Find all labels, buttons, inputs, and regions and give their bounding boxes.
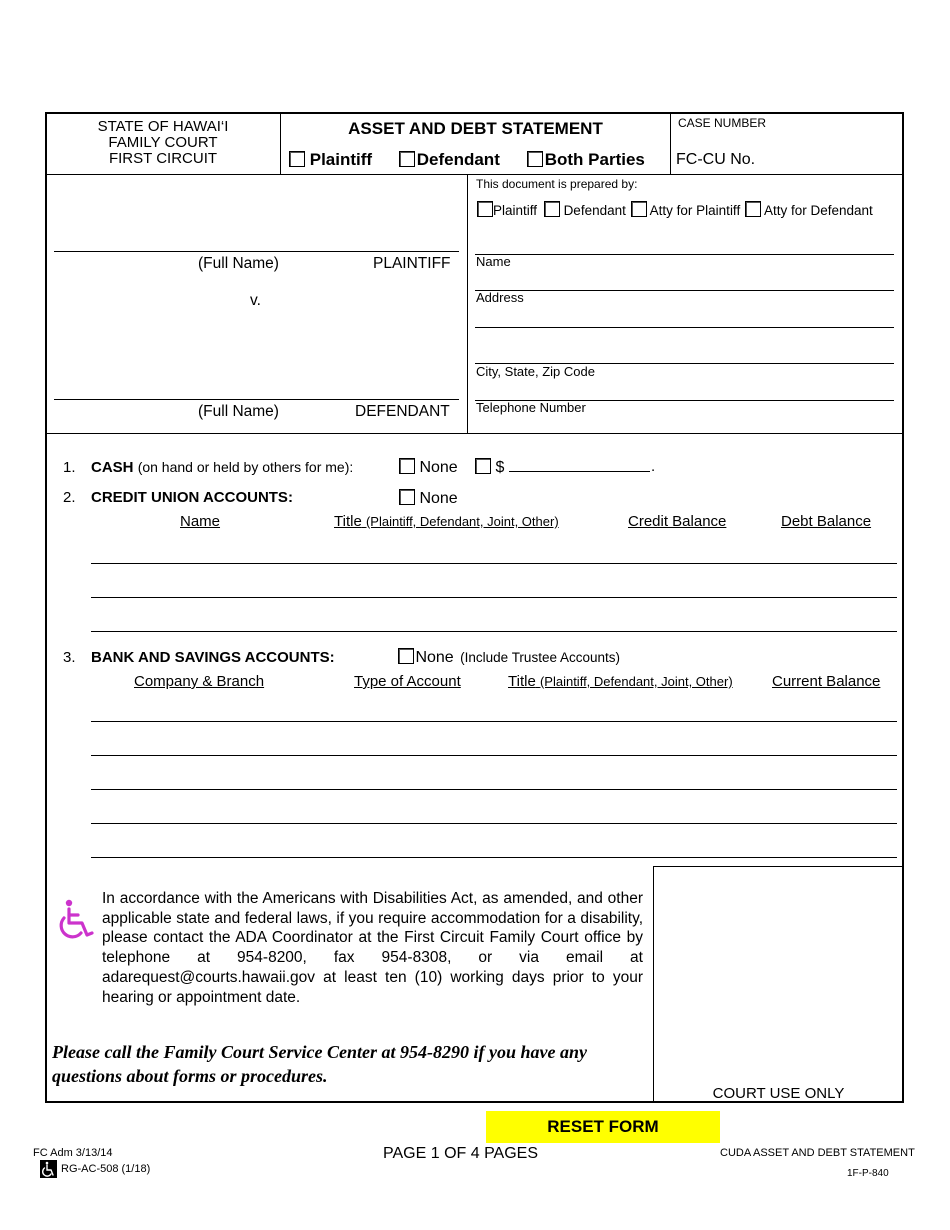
credit-union-col-title [334, 513, 559, 530]
adm-code: FC Adm 3/13/14 [33, 1147, 113, 1159]
party-plaintiff-checkbox[interactable] [289, 151, 305, 167]
preparer-atty-plaintiff-label: Atty for Plaintiff [649, 203, 741, 218]
court-line-circuit: FIRST CIRCUIT [108, 150, 218, 167]
prepared-by-label: This document is prepared by: [476, 177, 638, 191]
cash-none-option[interactable] [399, 458, 458, 477]
defendant-name-field[interactable] [54, 370, 459, 398]
party-both-checkbox[interactable] [527, 151, 543, 167]
cash-amount-field[interactable] [509, 455, 650, 472]
preparer-name-label: Name [476, 254, 511, 269]
header-divider-2 [670, 113, 671, 174]
bank-row-4[interactable] [91, 797, 897, 824]
bank-none-label: None [415, 649, 454, 666]
bank-col-title-label: Title [508, 673, 536, 690]
credit-union-none-option[interactable] [399, 489, 458, 508]
versus-label: v. [250, 292, 261, 309]
credit-union-col-credit: Credit Balance [628, 513, 727, 530]
page-info: PAGE 1 OF 4 PAGES [383, 1145, 539, 1162]
credit-union-none-checkbox[interactable] [399, 489, 415, 505]
section3-number: 3. [63, 649, 76, 666]
preparer-address-field[interactable] [530, 299, 894, 325]
section2-title: CREDIT UNION ACCOUNTS: [91, 489, 293, 506]
cash-period: . [651, 458, 656, 475]
defendant-full-name-label: (Full Name) [198, 403, 279, 420]
caption-divider [467, 175, 468, 433]
party-defendant-option[interactable] [399, 150, 500, 170]
party-defendant-checkbox[interactable] [399, 151, 415, 167]
preparer-options [477, 201, 873, 218]
preparer-atty-defendant-option[interactable] [745, 203, 873, 218]
court-use-box [653, 866, 903, 1102]
preparer-plaintiff-option[interactable] [477, 203, 537, 218]
form-title: ASSET AND DEBT STATEMENT [348, 119, 603, 138]
preparer-line-2 [475, 290, 894, 291]
credit-union-row-2[interactable] [91, 571, 897, 598]
bank-none-option[interactable] [398, 648, 620, 667]
preparer-atty-plaintiff-option[interactable] [631, 203, 741, 218]
credit-union-row-1[interactable] [91, 537, 897, 564]
plaintiff-label: PLAINTIFF [373, 255, 451, 272]
preparer-defendant-label: Defendant [563, 203, 626, 218]
preparer-atty-defendant-checkbox[interactable] [745, 201, 761, 217]
section2-number: 2. [63, 489, 76, 506]
caption-bottom-rule [46, 433, 904, 434]
credit-union-col-title-note: (Plaintiff, Defendant, Joint, Other) [365, 514, 559, 529]
bank-row-5[interactable] [91, 831, 897, 858]
preparer-line-1 [475, 254, 894, 255]
credit-union-col-title-label: Title [334, 513, 362, 530]
preparer-name-field[interactable] [520, 263, 894, 289]
section3-title: BANK AND SAVINGS ACCOUNTS: [91, 649, 335, 666]
bank-row-3[interactable] [91, 763, 897, 790]
bank-row-2[interactable] [91, 729, 897, 756]
preparer-address-label: Address [476, 290, 524, 305]
party-both-option[interactable] [527, 150, 645, 170]
plaintiff-name-line [54, 251, 459, 252]
bank-col-company: Company & Branch [134, 673, 265, 690]
preparer-defendant-checkbox[interactable] [544, 201, 560, 217]
rg-code: RG-AC-508 (1/18) [61, 1163, 151, 1175]
plaintiff-full-name-label: (Full Name) [198, 255, 279, 272]
cash-none-label: None [419, 459, 458, 476]
plaintiff-name-field[interactable] [54, 222, 459, 250]
preparer-plaintiff-checkbox[interactable] [477, 201, 493, 217]
preparer-atty-plaintiff-checkbox[interactable] [631, 201, 647, 217]
section1-subtitle: (on hand or held by others for me): [137, 459, 354, 475]
header-bottom-rule [46, 174, 904, 175]
party-plaintiff-label: Plaintiff [309, 150, 373, 169]
credit-union-row-3[interactable] [91, 605, 897, 632]
credit-union-col-debt: Debt Balance [781, 513, 872, 530]
form-name: CUDA ASSET AND DEBT STATEMENT [720, 1147, 915, 1159]
defendant-label: DEFENDANT [355, 403, 450, 420]
footer-wheelchair-icon [40, 1160, 57, 1178]
cash-none-checkbox[interactable] [399, 458, 415, 474]
case-number-prefix: FC-CU No. [676, 151, 756, 168]
party-both-label: Both Parties [544, 150, 645, 169]
court-line-family: FAMILY COURT [108, 134, 218, 151]
section1-title: CASH [91, 459, 134, 476]
bank-col-type: Type of Account [354, 673, 461, 690]
court-use-only-label: COURT USE ONLY [712, 1085, 845, 1102]
case-number-label: CASE NUMBER [678, 116, 767, 130]
preparer-city-label: City, State, Zip Code [476, 364, 595, 379]
court-name [47, 119, 279, 167]
credit-union-none-label: None [419, 490, 458, 507]
preparer-plaintiff-label: Plaintiff [493, 203, 538, 218]
cash-amount-checkbox[interactable] [475, 458, 491, 474]
section1-heading [91, 459, 353, 476]
party-defendant-label: Defendant [416, 150, 500, 169]
section1-number: 1. [63, 459, 76, 476]
help-text: Please call the Family Court Service Center at 954-8290 if you have any questions about forms or procedures. [52, 1042, 587, 1086]
preparer-line-3 [475, 327, 894, 328]
court-line-state: STATE OF HAWAI‘I [97, 118, 229, 135]
ada-notice: In accordance with the Americans with Disabilities Act, as amended, and other applicable state and federal laws, if you require accommodation for a disability, please contact the ADA Coordinator at the First Circuit Family Court office by telephone at 954-8200, fax 954-8308, or via email at adarequest@courts.hawaii.gov at least ten (10) working days prior to your hearing or appointment date. [102, 890, 643, 1006]
preparer-address-field-2[interactable] [476, 335, 894, 361]
preparer-phone-label: Telephone Number [476, 400, 586, 415]
bank-col-title [508, 673, 733, 690]
form-number: 1F-P-840 [847, 1168, 889, 1179]
reset-form-button[interactable]: RESET FORM [486, 1111, 720, 1143]
party-plaintiff-option[interactable] [289, 150, 372, 170]
bank-col-balance: Current Balance [772, 673, 881, 690]
bank-none-checkbox[interactable] [398, 648, 414, 664]
preparer-city-field[interactable] [610, 372, 894, 398]
bank-col-title-note: (Plaintiff, Defendant, Joint, Other) [539, 674, 733, 689]
credit-union-col-name: Name [180, 513, 221, 530]
cash-amount-option[interactable] [475, 458, 504, 477]
wheelchair-icon [55, 898, 97, 944]
preparer-atty-defendant-label: Atty for Defendant [763, 203, 873, 218]
bank-none-note: (Include Trustee Accounts) [460, 650, 620, 665]
case-number-field[interactable] [752, 146, 900, 170]
cash-dollar-sign: $ [495, 459, 505, 476]
preparer-phone-field[interactable] [600, 405, 894, 429]
defendant-name-line [54, 399, 459, 400]
preparer-defendant-option[interactable] [544, 203, 626, 218]
bank-row-1[interactable] [91, 695, 897, 722]
